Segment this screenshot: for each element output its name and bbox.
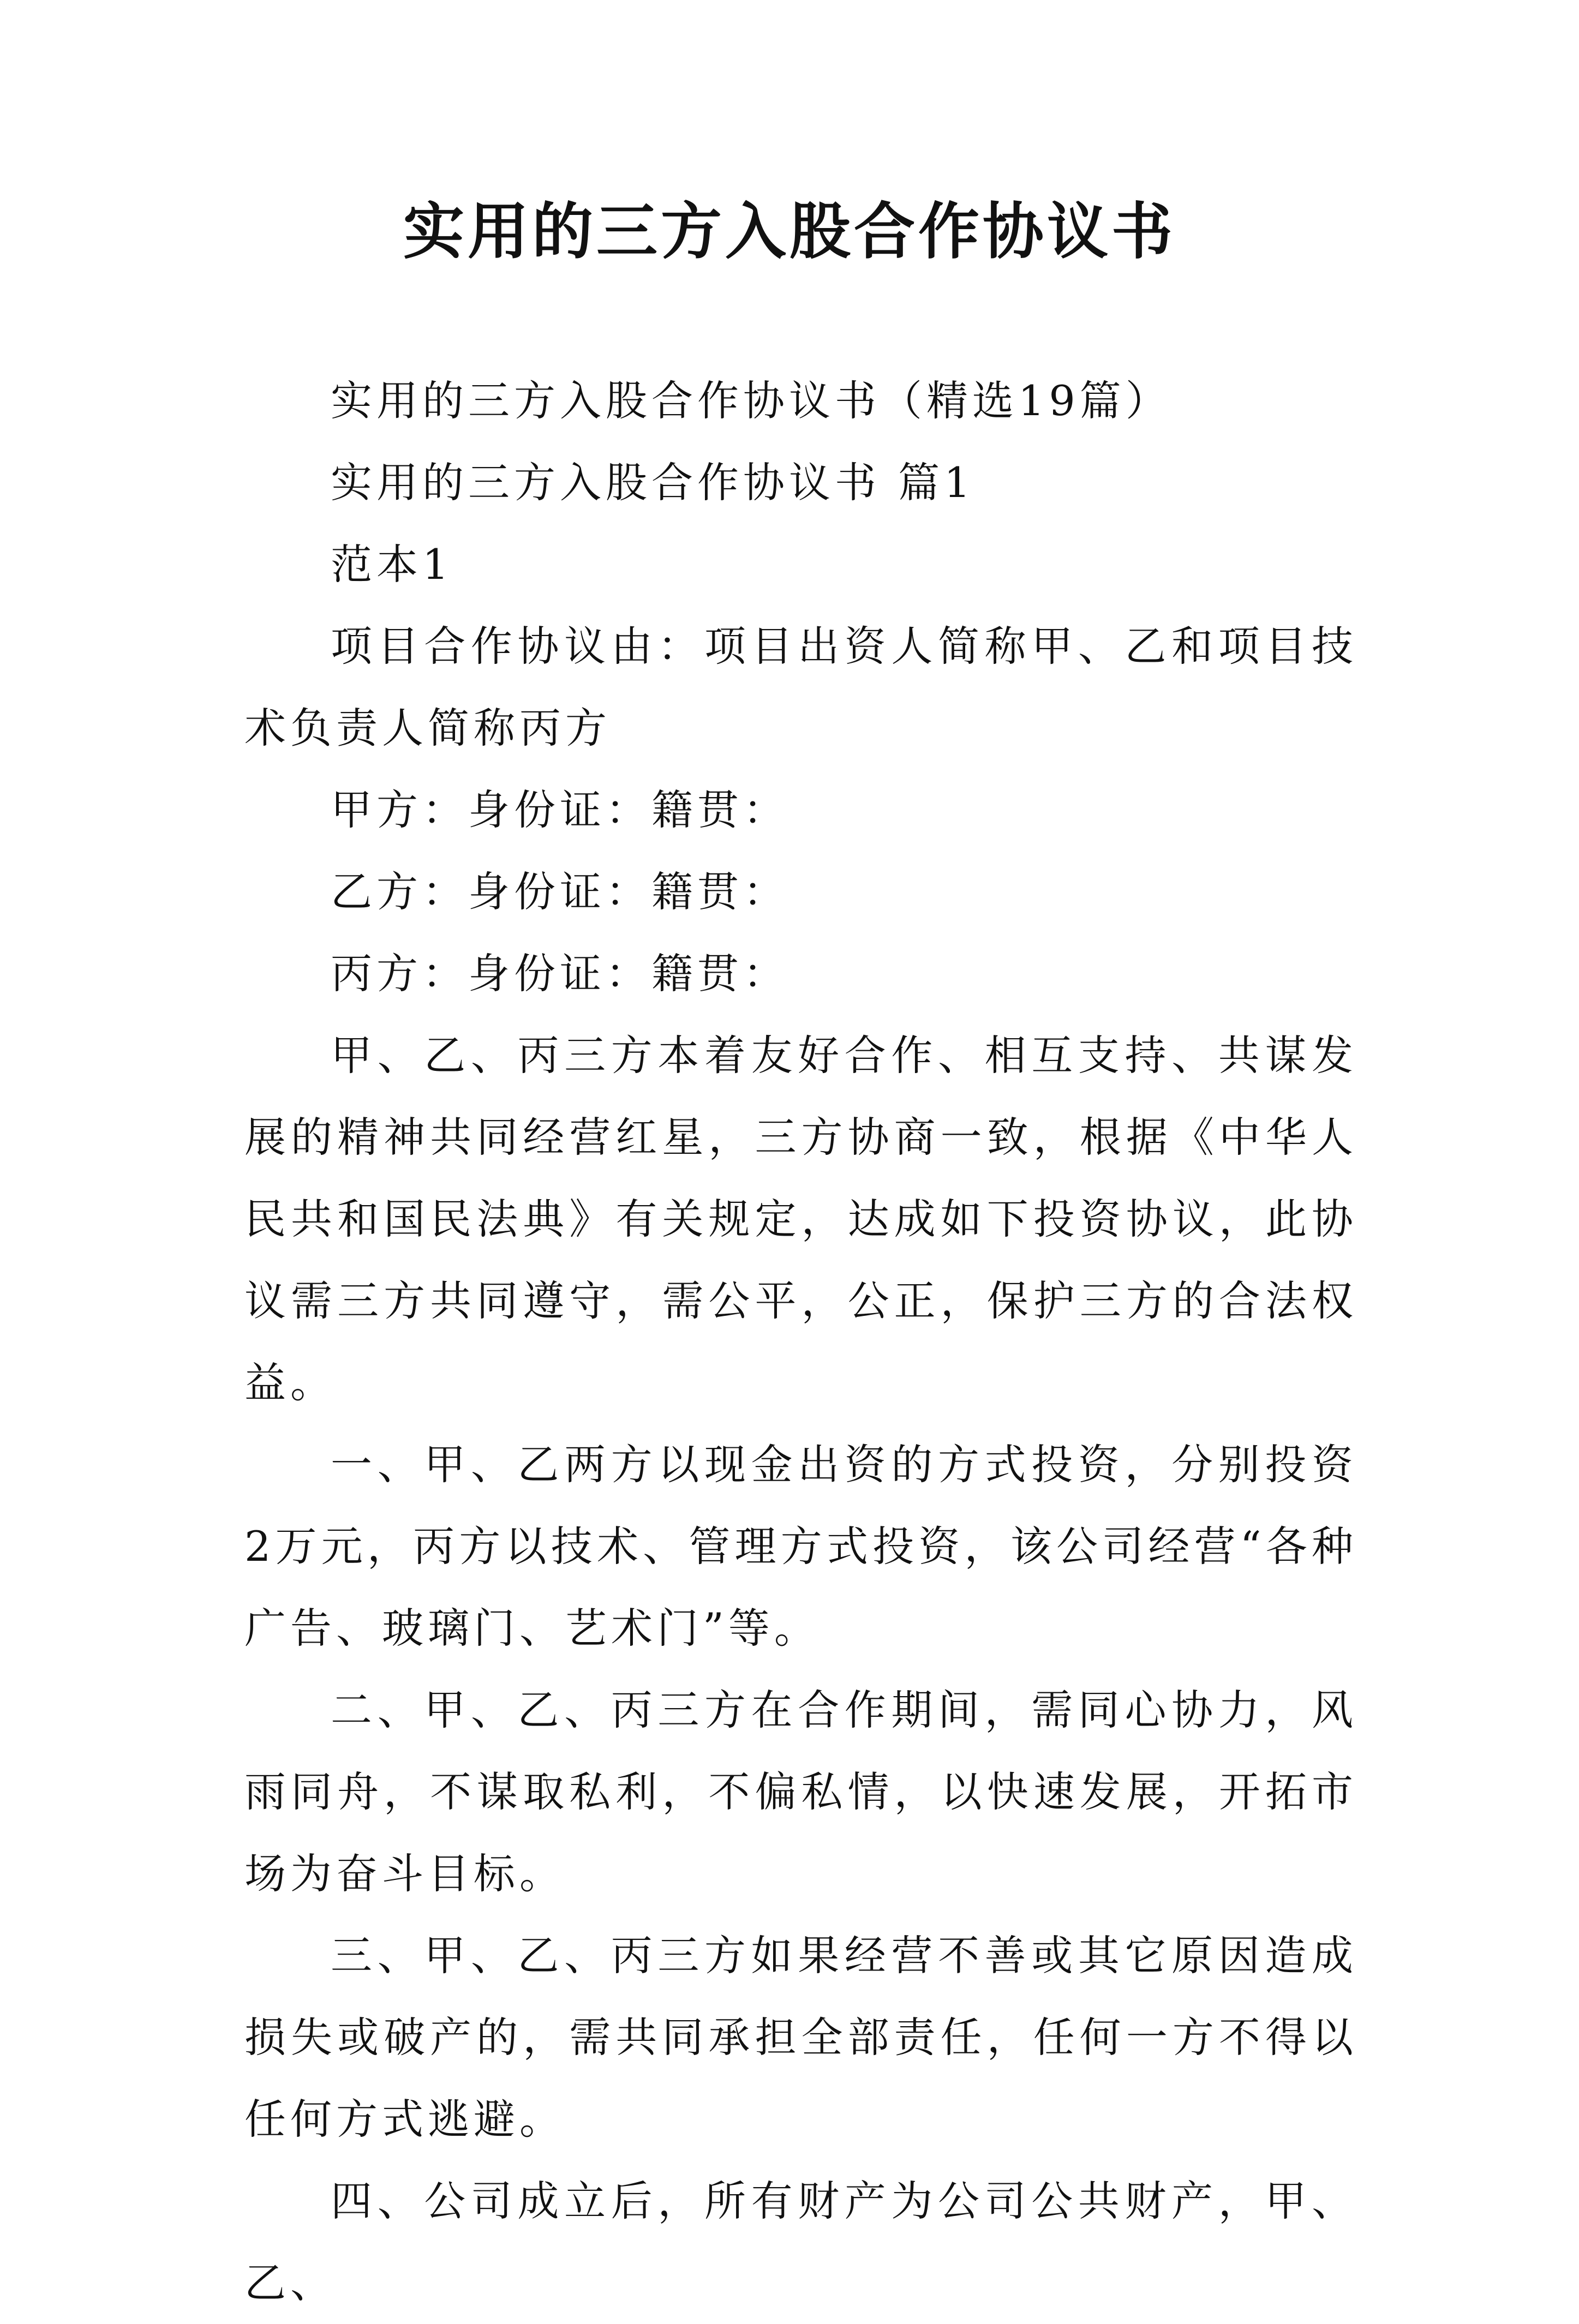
document-title: 实用的三方入股合作协议书 [403, 196, 1176, 267]
paragraph-party-a: 甲方：身份证：籍贯： [331, 786, 789, 834]
paragraph-preamble: 甲、乙、丙三方本着友好合作、相互支持、共谋发展的精神共同经营红星，三方协商一致，根据《中华人民共和国民法典》有关规定，达成如下投资协议，此协议需三方共同遵守，需公平，公正，保护三方的合法权益。 [244, 1031, 1357, 1407]
paragraph-template-label: 范本1 [331, 540, 453, 589]
paragraph-clause-3: 三、甲、乙、丙三方如果经营不善或其它原因造成损失或破产的，需共同承担全部责任，任何一方不得以任何方式逃避。 [244, 1931, 1357, 2143]
paragraph-clause-4: 四、公司成立后，所有财产为公司公共财产，甲、乙、 [244, 2177, 1357, 2307]
paragraph-party-c: 丙方：身份证：籍贯： [331, 949, 789, 998]
paragraph-clause-1: 一、甲、乙两方以现金出资的方式投资，分别投资2万元，丙方以技术、管理方式投资，该公司经营“各种广告、玻璃门、艺术门”等。 [244, 1440, 1357, 1652]
paragraph-clause-2: 二、甲、乙、丙三方在合作期间，需同心协力，风雨同舟，不谋取私利，不偏私情，以快速发展，开拓市场为奋斗目标。 [244, 1686, 1357, 1898]
paragraph-article-heading: 实用的三方入股合作协议书 篇1 [331, 458, 975, 507]
paragraph-parties-intro: 项目合作协议由：项目出资人简称甲、乙和项目技术负责人简称丙方 [244, 622, 1357, 752]
paragraph-party-b: 乙方：身份证：籍贯： [331, 867, 789, 916]
document-body [244, 360, 1357, 2324]
paragraph-collection-title: 实用的三方入股合作协议书（精选19篇） [331, 376, 1171, 425]
